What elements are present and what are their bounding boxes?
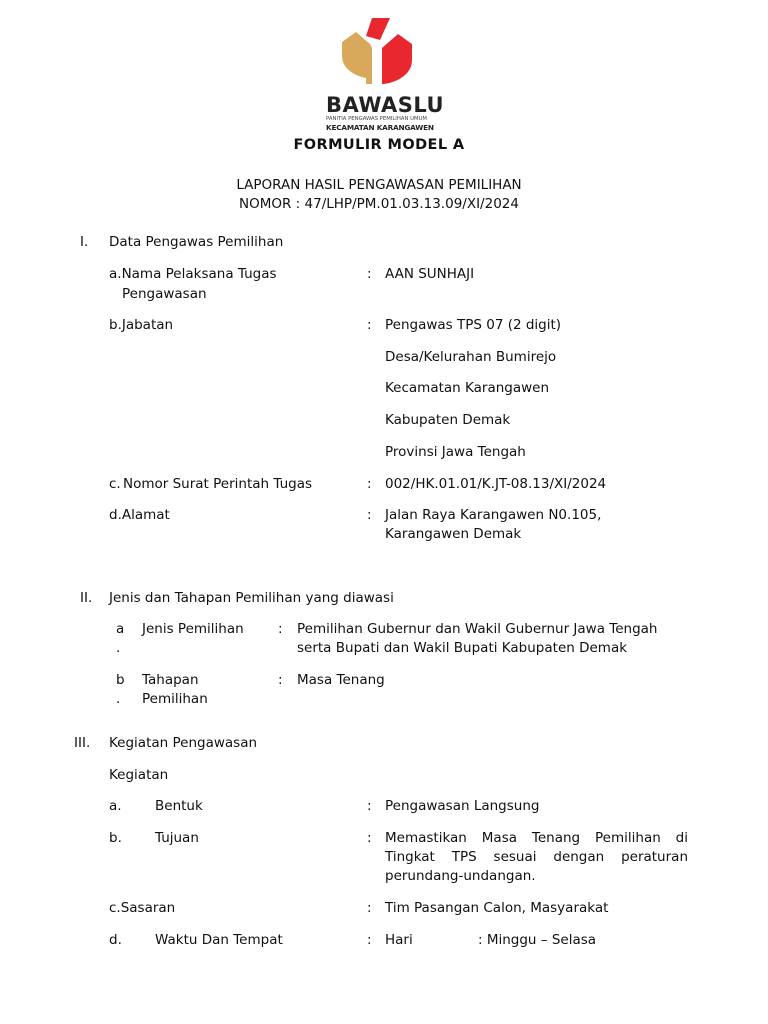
bawaslu-emblem-icon: [326, 18, 430, 94]
report-title: LAPORAN HASIL PENGAWASAN PEMILIHAN: [236, 177, 522, 193]
section-1-number: I.: [80, 234, 89, 250]
field-b-value-2: Desa/Kelurahan Bumirejo: [385, 349, 557, 365]
field-2b-dot: .: [116, 691, 121, 707]
field-c-label: Nomor Surat Perintah Tugas: [123, 476, 313, 492]
field-2a-value: Pemilihan Gubernur dan Wakil Gubernur Jawa Tengah: [297, 621, 658, 637]
field-3a-letter: a.: [109, 798, 122, 814]
colon: :: [278, 621, 283, 637]
colon: :: [367, 507, 372, 523]
colon: :: [367, 900, 372, 916]
field-2a-dot: .: [116, 640, 121, 656]
field-b-value-5: Provinsi Jawa Tengah: [385, 444, 526, 460]
field-b-value-3: Kecamatan Karangawen: [385, 380, 550, 396]
form-title: FORMULIR MODEL A: [293, 137, 465, 153]
field-2b-value: Masa Tenang: [297, 672, 385, 688]
report-number: NOMOR : 47/LHP/PM.01.03.13.09/XI/2024: [239, 196, 519, 212]
logo-subtitle: PANITIA PENGAWAS PEMILIHAN UMUM: [326, 116, 427, 122]
field-b-value-4: Kabupaten Demak: [385, 412, 511, 428]
colon: :: [367, 317, 372, 333]
colon: :: [367, 266, 372, 282]
field-a-label: a.Nama Pelaksana Tugas: [109, 266, 277, 282]
field-b-label: b.Jabatan: [109, 317, 174, 333]
field-3a-label: Bentuk: [155, 798, 203, 814]
field-3b-label: Tujuan: [155, 830, 199, 846]
field-2a-value-cont: serta Bupati dan Wakil Bupati Kabupaten Demak: [297, 640, 628, 656]
field-2a-label: Jenis Pemilihan: [142, 621, 244, 637]
section-3-title: Kegiatan Pengawasan: [109, 735, 258, 751]
field-a-label-cont: Pengawasan: [122, 286, 207, 302]
field-2b-label: Tahapan: [142, 672, 199, 688]
bawaslu-logo: [326, 18, 445, 133]
field-3d-value: : Minggu – Selasa: [478, 932, 597, 948]
field-c-value: 002/HK.01.01/K.JT-08.13/XI/2024: [385, 476, 607, 492]
colon: :: [367, 798, 372, 814]
field-3d-value-label: Hari: [385, 932, 413, 948]
field-d-label: d.Alamat: [109, 507, 170, 523]
section-3-number: III.: [74, 735, 91, 751]
colon: :: [278, 672, 283, 688]
colon: :: [367, 476, 372, 492]
field-b-value-1: Pengawas TPS 07 (2 digit): [385, 317, 562, 333]
field-3c-value: Tim Pasangan Calon, Masyarakat: [385, 900, 609, 916]
field-2b-label-cont: Pemilihan: [142, 691, 208, 707]
field-d-value: Jalan Raya Karangawen N0.105,: [385, 507, 602, 523]
logo-brand-name: BAWASLU: [326, 93, 445, 117]
colon: :: [367, 830, 372, 846]
section-1-title: Data Pengawas Pemilihan: [109, 234, 284, 250]
logo-subtitle-district: KECAMATAN KARANGAWEN: [326, 123, 434, 132]
field-3a-value: Pengawasan Langsung: [385, 798, 540, 814]
field-c-letter: c.: [109, 476, 121, 492]
section-2-number: II.: [80, 590, 93, 606]
field-3b-value: Memastikan Masa Tenang Pemilihan di Tingkat TPS sesuai dengan peraturan perundang-undangan.: [385, 830, 688, 884]
field-3d-letter: d.: [109, 932, 122, 948]
field-a-value: AAN SUNHAJI: [385, 266, 475, 282]
field-2a-letter: a: [116, 621, 125, 637]
section-3-subtitle: Kegiatan: [109, 767, 169, 783]
field-3d-label: Waktu Dan Tempat: [155, 932, 283, 948]
field-3c-label: c.Sasaran: [109, 900, 176, 916]
field-2b-letter: b: [116, 672, 125, 688]
section-2-title: Jenis dan Tahapan Pemilihan yang diawasi: [109, 590, 394, 606]
colon: :: [367, 932, 372, 948]
field-d-value-cont: Karangawen Demak: [385, 526, 522, 542]
field-3b-letter: b.: [109, 830, 122, 846]
